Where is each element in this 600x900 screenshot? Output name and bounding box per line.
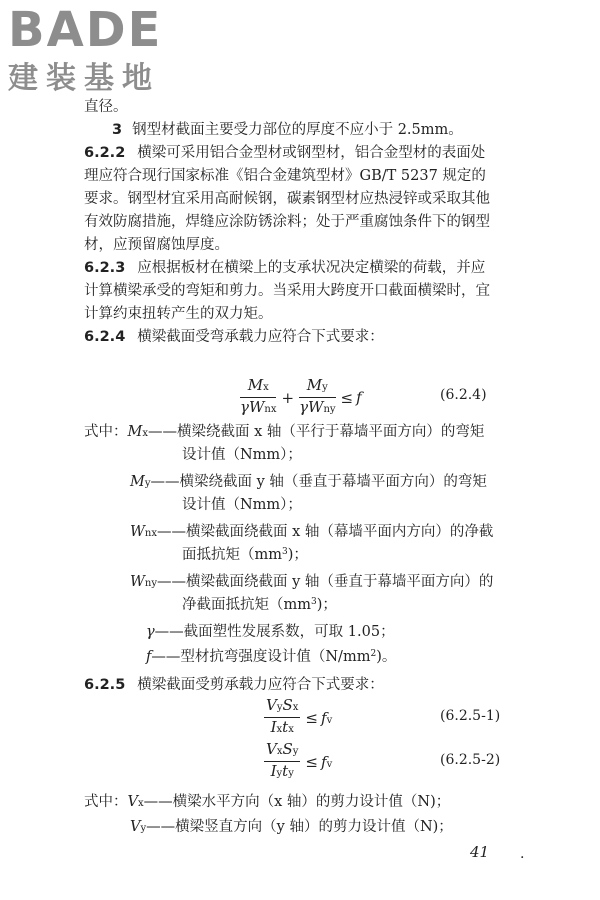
def-text: ——截面塑性发展系数，可取 1.05； <box>154 624 395 640</box>
text-line: 直径。 <box>84 99 128 115</box>
def-wnx-2: 面抵抗矩$(mm^3)$； <box>182 547 308 563</box>
text-line: 计算约束扭转产生的双力矩。 <box>84 306 273 322</box>
formula-6-2-5-2: $\frac{\text{VxSy}}{\text{Iyty}}$ ≤ fv <box>266 740 333 780</box>
section-number: 6.2.5 <box>84 677 126 693</box>
text-line: 有效防腐措施，焊缝应涂防锈涂料；处于严重腐蚀条件下的钢型 <box>84 214 490 230</box>
def-text: ——横梁绕截面 x 轴（平行于幕墙平面方向）的弯矩 <box>148 424 485 440</box>
shizhong-label: 式中： <box>84 794 128 810</box>
logo-brand: BADE <box>8 2 163 58</box>
equation-number: (6.2.5-2) <box>440 752 501 768</box>
section-number: 6.2.2 <box>84 145 126 161</box>
page-dot: . <box>520 846 525 862</box>
section-6-2-5 <box>84 673 384 694</box>
def-text: 净截面抵抗矩（mm <box>182 597 311 613</box>
section-6-2-2 <box>84 142 524 165</box>
def-wnx: Wnx——横梁截面绕截面 x 轴（幕墙平面内方向）的净截 <box>130 524 494 540</box>
def-vy: Vy——横梁竖直方向（y 轴）的剪力设计值（N)； <box>130 819 453 835</box>
text-line: 应根据板材在横梁上的支承状况决定横梁的荷载，并应 <box>137 260 486 276</box>
def-f: f——型材抗弯强度设计值$(N/mm^2)$。 <box>146 649 397 665</box>
def-text: 面抵抗矩（mm <box>182 547 282 563</box>
def-text: ——横梁绕截面 y 轴（垂直于幕墙平面方向）的弯矩 <box>150 474 487 490</box>
def-text: ——横梁水平方向（x 轴）的剪力设计值（N)； <box>143 794 451 810</box>
text-line: 计算横梁承受的弯矩和剪力。当采用大跨度开口截面横梁时，宜 <box>84 283 490 299</box>
def-text: ——型材抗弯强度设计值（N/mm <box>151 649 371 665</box>
def-text: 设计值（Nmm）； <box>182 497 302 513</box>
section-6-2-4 <box>84 326 524 349</box>
formula-6-2-5-1: $\frac{\text{VySx}}{\text{Ixtx}}$ ≤ fv <box>266 696 333 736</box>
logo-subtitle: 建装基地 <box>8 61 160 96</box>
equation-number: (6.2.4) <box>440 387 487 403</box>
shizhong-label: 式中： <box>84 424 128 440</box>
page-number: 41 <box>470 843 490 861</box>
formula-6-2-4: $\frac{Mx}{\text{γWnx}}$ + $\frac{My}{\text{γWny}}$ ≤ f <box>240 376 362 416</box>
section-number: 6.2.3 <box>84 260 126 276</box>
def-text: 设计值（Nmm）； <box>182 447 302 463</box>
text-line: 钢型材截面主要受力部位的厚度不应小于 2.5mm。 <box>132 122 463 138</box>
def-wny-2: 净截面抵抗矩$(mm^3)$； <box>182 597 337 613</box>
def-my: My——横梁绕截面 y 轴（垂直于幕墙平面方向）的弯矩 <box>130 474 487 490</box>
def-vx: 式中：Vx——横梁水平方向（x 轴）的剪力设计值（N)； <box>84 794 451 810</box>
def-mx: 式中：Mx——横梁绕截面 x 轴（平行于幕墙平面方向）的弯矩 <box>84 424 485 440</box>
text-line: 要求。钢型材宜采用高耐候钢，碳素钢型材应热浸锌或采取其他 <box>84 191 490 207</box>
text-line: 理应符合现行国家标准《铝合金建筑型材》GB/T 5237 规定的 <box>84 168 486 184</box>
document-body <box>84 96 524 349</box>
text-line: 横梁截面受剪承载力应符合下式要求： <box>137 677 384 693</box>
item-3 <box>84 119 524 142</box>
logo <box>8 4 162 96</box>
def-text: ——横梁截面绕截面 x 轴（幕墙平面内方向）的净截 <box>157 524 494 540</box>
text-line: 横梁截面受弯承载力应符合下式要求： <box>137 329 384 345</box>
def-text: ——横梁竖直方向（y 轴）的剪力设计值（N)； <box>146 819 453 835</box>
section-number: 6.2.4 <box>84 329 126 345</box>
def-wny: Wny——横梁截面绕截面 y 轴（垂直于幕墙平面方向）的 <box>130 574 494 590</box>
item-number: 3 <box>112 122 123 138</box>
def-gamma: γ——截面塑性发展系数，可取 1.05； <box>146 624 395 640</box>
def-text: ——横梁截面绕截面 y 轴（垂直于幕墙平面方向）的 <box>157 574 494 590</box>
section-6-2-3 <box>84 257 524 280</box>
text-line: 横梁可采用铝合金型材或钢型材，铝合金型材的表面处 <box>137 145 486 161</box>
equation-number: (6.2.5-1) <box>440 708 501 724</box>
text-line: 材，应预留腐蚀厚度。 <box>84 237 229 253</box>
